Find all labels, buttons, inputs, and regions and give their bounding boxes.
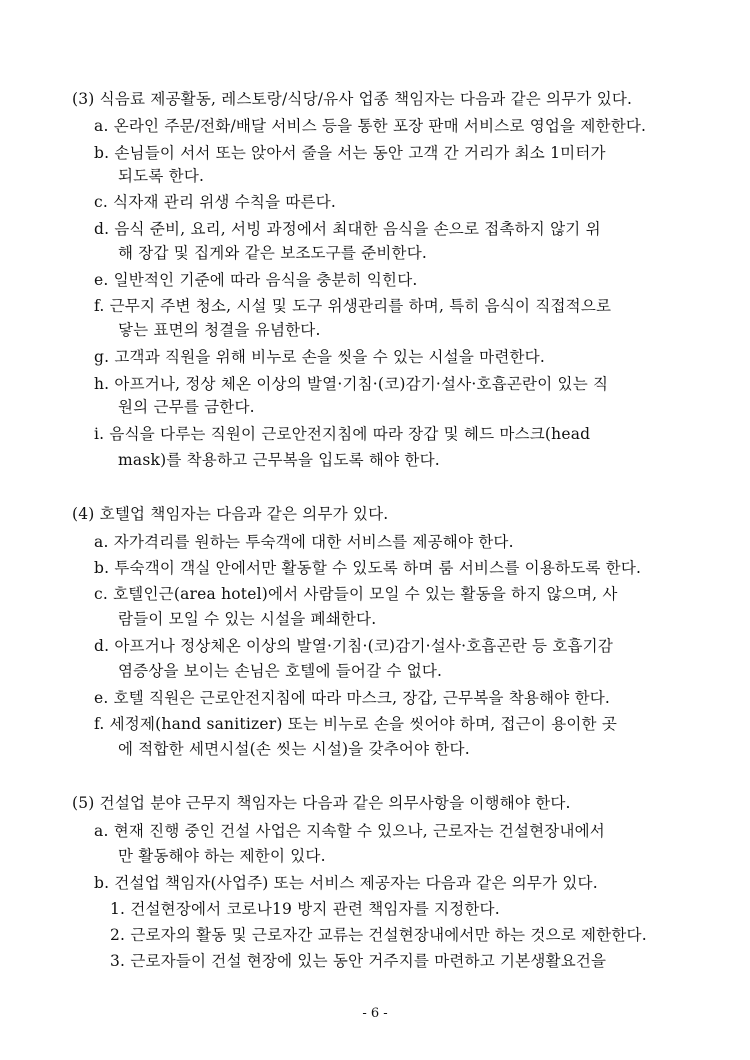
list-item-continuation: mask)를 착용하고 근무복을 입도록 해야 한다. <box>118 451 440 469</box>
section-5-heading: (5) 건설업 분야 근무지 책임자는 다음과 같은 의무사항을 이행해야 한다. <box>72 794 571 812</box>
sub-list-item: 2. 근로자의 활동 및 근로자간 교류는 건설현장내에서만 하는 것으로 제한한다. <box>110 926 647 944</box>
list-item: b. 투숙객이 객실 안에서만 활동할 수 있도록 하며 룸 서비스를 이용하도록 한다. <box>94 559 642 577</box>
section-3-heading: (3) 식음료 제공활동, 레스토랑/식당/유사 업종 책임자는 다음과 같은 의무가 있다. <box>72 90 633 108</box>
list-item: e. 호텔 직원은 근로안전지침에 따라 마스크, 장갑, 근무복을 착용해야 한다. <box>94 689 611 707</box>
list-item-continuation: 만 활동해야 하는 제한이 있다. <box>118 847 326 865</box>
list-item: a. 자가격리를 원하는 투숙객에 대한 서비스를 제공해야 한다. <box>94 533 514 551</box>
list-item: d. 아프거나 정상체온 이상의 발열·기침·(코)감기·설사·호흡곤란 등 호흡기감 <box>94 637 614 655</box>
list-item: f. 세정제(hand sanitizer) 또는 비누로 손을 씻어야 하며, 접근이 용이한 곳 <box>94 715 618 733</box>
list-item: g. 고객과 직원을 위해 비누로 손을 씻을 수 있는 시설을 마련한다. <box>94 348 545 366</box>
list-item-continuation: 람들이 모일 수 있는 시설을 폐쇄한다. <box>118 610 377 628</box>
sub-list-item: 1. 건설현장에서 코로나19 방지 관련 책임자를 지정한다. <box>110 900 500 918</box>
list-item: b. 건설업 책임자(사업주) 또는 서비스 제공자는 다음과 같은 의무가 있다. <box>94 874 598 892</box>
list-item-continuation: 해 장갑 및 집게와 같은 보조도구를 준비한다. <box>118 244 428 262</box>
list-item-continuation: 에 적합한 세면시설(손 씻는 시설)을 갖추어야 한다. <box>118 740 470 758</box>
list-item-continuation: 원의 근무를 금한다. <box>118 398 255 416</box>
list-item-continuation: 염증상을 보이는 손님은 호텔에 들어갈 수 없다. <box>118 662 443 680</box>
list-item: h. 아프거나, 정상 체온 이상의 발열·기침·(코)감기·설사·호흡곤란이 있는 직 <box>94 375 609 393</box>
list-item-continuation: 되도록 한다. <box>118 167 205 185</box>
list-item: b. 손님들이 서서 또는 앉아서 줄을 서는 동안 고객 간 거리가 최소 1미터가 <box>94 144 606 162</box>
list-item: f. 근무지 주변 청소, 시설 및 도구 위생관리를 하며, 특히 음식이 직접적으로 <box>94 297 612 315</box>
page-number: - 6 - <box>362 1006 388 1021</box>
list-item: e. 일반적인 기준에 따라 음식을 충분히 익힌다. <box>94 271 418 289</box>
list-item: i. 음식을 다루는 직원이 근로안전지침에 따라 장갑 및 헤드 마스크(head <box>94 425 591 443</box>
list-item-continuation: 닿는 표면의 청결을 유념한다. <box>118 321 321 339</box>
list-item: c. 식자재 관리 위생 수칙을 따른다. <box>94 193 337 211</box>
sub-list-item: 3. 근로자들이 건설 현장에 있는 동안 거주지를 마련하고 기본생활요건을 <box>110 952 607 970</box>
list-item: a. 현재 진행 중인 건설 사업은 지속할 수 있으나, 근로자는 건설현장내에서 <box>94 822 605 840</box>
list-item: d. 음식 준비, 요리, 서빙 과정에서 최대한 음식을 손으로 접촉하지 않기 위 <box>94 220 601 238</box>
list-item: c. 호텔인근(area hotel)에서 사람들이 모일 수 있는 활동을 하지 않으며, 사 <box>94 585 618 603</box>
section-4-heading: (4) 호텔업 책임자는 다음과 같은 의무가 있다. <box>72 505 389 523</box>
list-item: a. 온라인 주문/전화/배달 서비스 등을 통한 포장 판매 서비스로 영업을 제한한다. <box>94 117 647 135</box>
